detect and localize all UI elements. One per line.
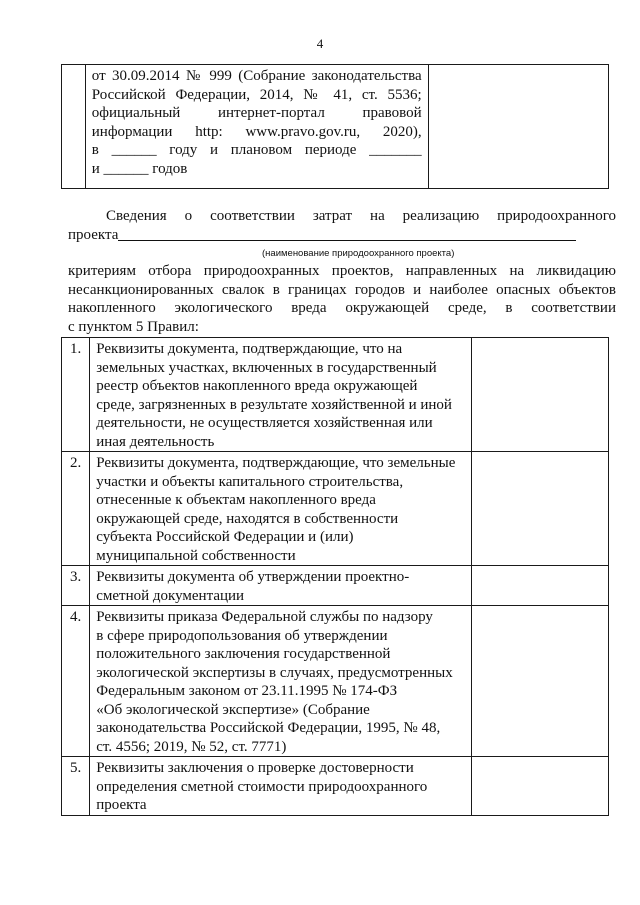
heading-line: Сведения о соответствии затрат на реализацию природоохранного bbox=[106, 208, 616, 224]
paragraph-line: несанкционированных свалок в границах городов и наиболее опасных объектов bbox=[68, 281, 616, 298]
row-line: определения сметной стоимости природоохранного bbox=[96, 778, 428, 795]
continued-line: от 30.09.2014 № 999 (Собрание законодательства bbox=[91, 68, 422, 84]
project-name-caption: (наименование природоохранного проекта) bbox=[262, 248, 455, 259]
continued-line: информации http: www.pravo.gov.ru, 2020), bbox=[91, 123, 422, 140]
row-number: 2. bbox=[62, 452, 90, 566]
row-line: ст. 4556; 2019, № 52, ст. 7771) bbox=[96, 738, 287, 755]
section-heading bbox=[68, 207, 616, 226]
row-line: сметной документации bbox=[96, 587, 245, 604]
continued-table-text-cell bbox=[85, 65, 428, 189]
row-line: окружающей среде, находятся в собственности bbox=[96, 510, 399, 527]
row-value bbox=[472, 338, 609, 452]
row-value bbox=[472, 606, 609, 757]
row-value bbox=[472, 566, 609, 606]
page-number: 4 bbox=[316, 36, 324, 51]
row-description bbox=[90, 566, 472, 606]
table-row bbox=[62, 338, 609, 452]
row-line: земельных участках, включенных в государственный bbox=[96, 359, 437, 376]
row-number: 5. bbox=[62, 757, 90, 816]
row-value bbox=[472, 757, 609, 816]
table-row bbox=[62, 452, 609, 566]
row-line: «Об экологической экспертизе» (Собрание bbox=[96, 701, 370, 718]
table-row bbox=[62, 606, 609, 757]
paragraph-line: с пунктом 5 Правил: bbox=[68, 318, 199, 335]
row-line: муниципальной собственности bbox=[96, 547, 296, 564]
criteria-paragraph bbox=[68, 262, 616, 336]
row-description bbox=[90, 338, 472, 452]
row-line: иная деятельность bbox=[96, 433, 215, 450]
row-description bbox=[90, 757, 472, 816]
continued-table-number-cell bbox=[62, 65, 86, 189]
row-line: отнесенные к объектам накопленного вреда bbox=[96, 492, 376, 508]
row-line: Реквизиты документа об утверждении проектно- bbox=[96, 569, 410, 585]
row-line: проекта bbox=[96, 797, 147, 813]
row-number: 3. bbox=[62, 566, 90, 606]
paragraph-line: накопленного экологического вреда окружающей среде, в соответствии bbox=[68, 300, 616, 316]
row-line: положительного заключения государственной bbox=[96, 646, 391, 662]
row-line: Реквизиты заключения о проверке достоверности bbox=[96, 760, 414, 776]
row-line: субъекта Российской Федерации и (или) bbox=[96, 529, 354, 545]
row-description bbox=[90, 606, 472, 757]
row-line: среде, загрязненных в результате хозяйственной и иной bbox=[96, 396, 452, 413]
paragraph-line: критериям отбора природоохранных проектов, направленных на ликвидацию bbox=[68, 263, 616, 279]
table-row bbox=[62, 757, 609, 816]
criteria-table bbox=[61, 337, 609, 816]
row-line: реестр объектов накопленного вреда окружающей bbox=[96, 378, 418, 394]
row-number: 4. bbox=[62, 606, 90, 757]
continued-table bbox=[61, 64, 609, 189]
continued-line: в ______ году и плановом периоде _______ bbox=[91, 142, 422, 158]
row-line: Федеральным законом от 23.11.1995 № 174-ФЗ bbox=[96, 683, 398, 699]
continued-table-value-cell bbox=[428, 65, 608, 189]
project-label: проекта bbox=[68, 227, 119, 243]
row-line: деятельности, не осуществляется хозяйственная или bbox=[96, 415, 433, 431]
continued-line: официальный интернет-портал правовой bbox=[91, 105, 422, 121]
continued-line: Российской Федерации, 2014, № 41, ст. 5536; bbox=[91, 86, 422, 103]
row-line: экологической экспертизы в случаях, предусмотренных bbox=[96, 664, 453, 681]
row-line: участки и объекты капитального строительства, bbox=[96, 473, 404, 490]
table-row bbox=[62, 566, 609, 606]
row-line: законодательства Российской Федерации, 1995, № 48, bbox=[96, 720, 441, 736]
row-line: в сфере природопользования об утверждении bbox=[96, 627, 388, 644]
row-line: Реквизиты приказа Федеральной службы по надзору bbox=[96, 609, 433, 625]
row-line: Реквизиты документа, подтверждающие, что на bbox=[96, 341, 403, 357]
row-value bbox=[472, 452, 609, 566]
row-line: Реквизиты документа, подтверждающие, что земельные bbox=[96, 455, 456, 471]
row-description bbox=[90, 452, 472, 566]
project-name-blank bbox=[118, 240, 576, 241]
row-number: 1. bbox=[62, 338, 90, 452]
continued-line: и ______ годов bbox=[91, 160, 188, 177]
